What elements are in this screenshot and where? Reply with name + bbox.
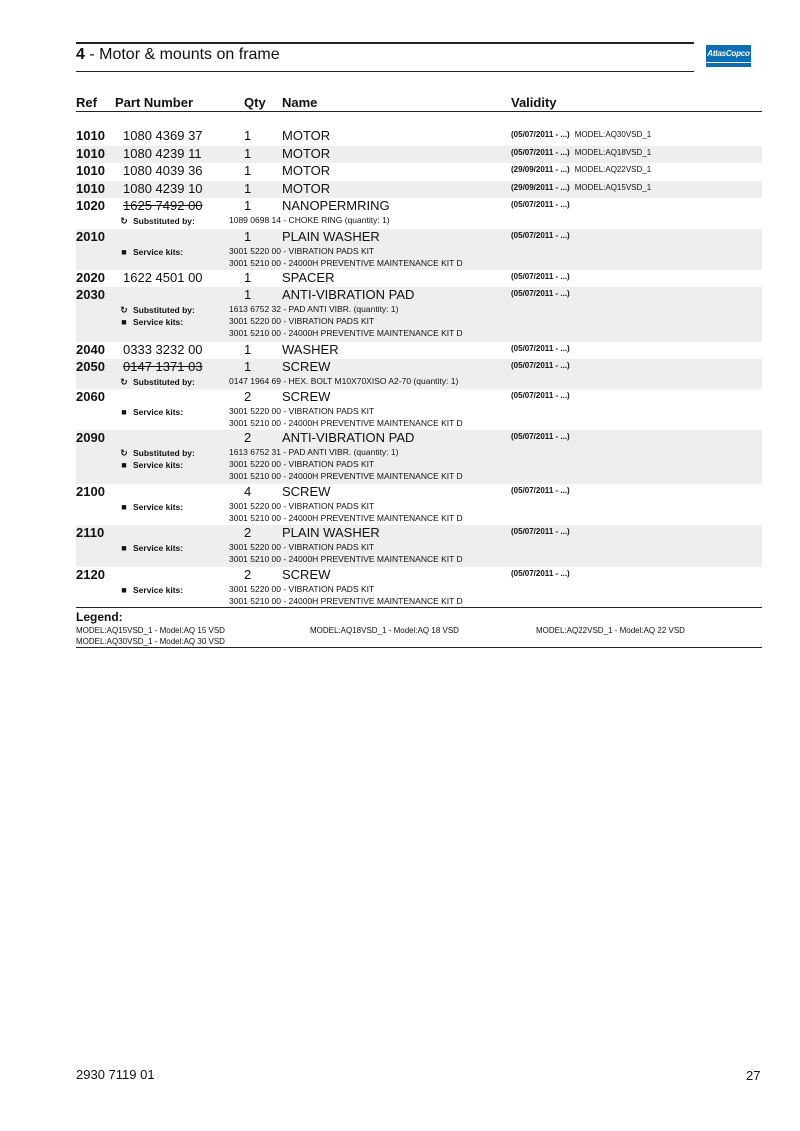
service-kit-item: 3001 5210 00 - 24000H PREVENTIVE MAINTENANCE KIT D bbox=[229, 418, 463, 428]
service-kit-item: 3001 5210 00 - 24000H PREVENTIVE MAINTENANCE KIT D bbox=[229, 513, 463, 523]
qty-cell: 1 bbox=[244, 359, 252, 374]
ref-cell: 2030 bbox=[76, 287, 105, 302]
table-row bbox=[76, 430, 762, 484]
legend-item: MODEL:AQ15VSD_1 - Model:AQ 15 VSD bbox=[76, 626, 225, 635]
validity-date: (05/07/2011 - ...) bbox=[511, 130, 570, 139]
legend-title: Legend: bbox=[76, 610, 123, 624]
toolbox-icon: ■ bbox=[121, 247, 127, 257]
table-row bbox=[76, 229, 762, 270]
qty-cell: 1 bbox=[244, 146, 252, 161]
service-kit-item: 3001 5210 00 - 24000H PREVENTIVE MAINTENANCE KIT D bbox=[229, 554, 463, 564]
substitute-part: 1613 6752 31 - PAD ANTI VIBR. (quantity: 1) bbox=[229, 447, 399, 457]
column-header-qty: Qty bbox=[244, 95, 266, 110]
table-row bbox=[76, 359, 762, 389]
validity-model: MODEL:AQ18VSD_1 bbox=[574, 148, 652, 157]
validity-cell bbox=[511, 527, 570, 536]
substitute-part: 0147 1964 69 - HEX. BOLT M10X70XISO A2-70 (quantity: 1) bbox=[229, 376, 459, 386]
table-row bbox=[76, 146, 762, 163]
table-row bbox=[76, 128, 762, 146]
validity-cell bbox=[511, 486, 570, 495]
header-bottom-rule bbox=[76, 71, 694, 72]
name-cell: SCREW bbox=[282, 359, 331, 374]
table-row bbox=[76, 163, 762, 181]
validity-date: (05/07/2011 - ...) bbox=[511, 569, 570, 578]
name-cell: SPACER bbox=[282, 270, 335, 285]
service-kits-label: ■ Service kits: bbox=[119, 460, 183, 470]
ref-cell: 2110 bbox=[76, 525, 105, 540]
toolbox-icon: ■ bbox=[121, 460, 127, 470]
validity-cell bbox=[511, 272, 570, 281]
table-row bbox=[76, 525, 762, 567]
name-cell: PLAIN WASHER bbox=[282, 229, 380, 244]
qty-cell: 2 bbox=[244, 525, 252, 540]
validity-date: (05/07/2011 - ...) bbox=[511, 272, 570, 281]
validity-model: MODEL:AQ22VSD_1 bbox=[574, 165, 652, 174]
toolbox-icon: ■ bbox=[121, 543, 127, 553]
refresh-icon: ↻ bbox=[120, 216, 128, 226]
service-kit-item: 3001 5210 00 - 24000H PREVENTIVE MAINTENANCE KIT D bbox=[229, 258, 463, 268]
atlas-copco-logo: AtlasCopco bbox=[706, 45, 751, 67]
service-kit-item: 3001 5210 00 - 24000H PREVENTIVE MAINTENANCE KIT D bbox=[229, 328, 463, 338]
page-title bbox=[76, 46, 280, 64]
validity-date: (29/09/2011 - ...) bbox=[511, 165, 570, 174]
validity-cell bbox=[511, 344, 570, 353]
validity-date: (05/07/2011 - ...) bbox=[511, 361, 570, 370]
table-row bbox=[76, 389, 762, 430]
qty-cell: 2 bbox=[244, 389, 252, 404]
ref-cell: 2060 bbox=[76, 389, 105, 404]
part-number-cell: 1080 4239 11 bbox=[123, 146, 202, 161]
ref-cell: 2010 bbox=[76, 229, 105, 244]
validity-date: (29/09/2011 - ...) bbox=[511, 183, 570, 192]
ref-cell: 2100 bbox=[76, 484, 105, 499]
validity-date: (05/07/2011 - ...) bbox=[511, 344, 570, 353]
name-cell: NANOPERMRING bbox=[282, 198, 390, 213]
ref-cell: 2040 bbox=[76, 342, 105, 357]
table-row bbox=[76, 342, 762, 359]
toolbox-icon: ■ bbox=[121, 317, 127, 327]
qty-cell: 4 bbox=[244, 484, 252, 499]
validity-cell bbox=[511, 289, 570, 298]
column-header-name: Name bbox=[282, 95, 318, 110]
toolbox-icon: ■ bbox=[121, 407, 127, 417]
validity-cell bbox=[511, 569, 570, 578]
section-title: - Motor & mounts on frame bbox=[84, 46, 280, 63]
substituted-by-label: ↻ Substituted by: bbox=[120, 216, 195, 226]
substituted-by-label: ↻ Substituted by: bbox=[120, 448, 195, 458]
name-cell: SCREW bbox=[282, 567, 331, 582]
header-top-rule bbox=[76, 42, 694, 44]
service-kits-label: ■ Service kits: bbox=[119, 247, 183, 257]
validity-date: (05/07/2011 - ...) bbox=[511, 200, 570, 209]
validity-date: (05/07/2011 - ...) bbox=[511, 432, 570, 441]
validity-date: (05/07/2011 - ...) bbox=[511, 289, 570, 298]
ref-cell: 2120 bbox=[76, 567, 105, 582]
column-header-validity: Validity bbox=[511, 95, 557, 110]
service-kit-item: 3001 5220 00 - VIBRATION PADS KIT bbox=[229, 459, 375, 469]
service-kit-item: 3001 5220 00 - VIBRATION PADS KIT bbox=[229, 542, 375, 552]
table-row bbox=[76, 181, 762, 198]
qty-cell: 2 bbox=[244, 567, 252, 582]
part-number-cell: 0147 1371 03 bbox=[123, 359, 203, 374]
ref-cell: 1010 bbox=[76, 163, 105, 178]
qty-cell: 1 bbox=[244, 229, 252, 244]
validity-cell bbox=[511, 165, 651, 174]
validity-cell bbox=[511, 391, 570, 400]
ref-cell: 2020 bbox=[76, 270, 105, 285]
validity-cell bbox=[511, 231, 570, 240]
name-cell: MOTOR bbox=[282, 128, 331, 143]
refresh-icon: ↻ bbox=[120, 305, 128, 315]
service-kit-item: 3001 5210 00 - 24000H PREVENTIVE MAINTENANCE KIT D bbox=[229, 596, 463, 606]
toolbox-icon: ■ bbox=[121, 585, 127, 595]
part-number-cell: 1080 4369 37 bbox=[123, 128, 203, 143]
substituted-by-label: ↻ Substituted by: bbox=[120, 305, 195, 315]
service-kit-item: 3001 5220 00 - VIBRATION PADS KIT bbox=[229, 246, 375, 256]
validity-date: (05/07/2011 - ...) bbox=[511, 148, 570, 157]
service-kit-item: 3001 5220 00 - VIBRATION PADS KIT bbox=[229, 406, 375, 416]
validity-cell bbox=[511, 183, 651, 192]
column-header-part-number: Part Number bbox=[115, 95, 194, 110]
refresh-icon: ↻ bbox=[120, 377, 128, 387]
service-kits-label: ■ Service kits: bbox=[119, 502, 183, 512]
substituted-by-label: ↻ Substituted by: bbox=[120, 377, 195, 387]
legend-bottom-rule bbox=[76, 647, 762, 648]
legend-rule bbox=[76, 607, 762, 608]
table-row bbox=[76, 198, 762, 229]
service-kits-label: ■ Service kits: bbox=[119, 543, 183, 553]
qty-cell: 1 bbox=[244, 198, 252, 213]
validity-cell bbox=[511, 200, 570, 209]
legend-item: MODEL:AQ30VSD_1 - Model:AQ 30 VSD bbox=[76, 637, 225, 646]
validity-date: (05/07/2011 - ...) bbox=[511, 527, 570, 536]
name-cell: MOTOR bbox=[282, 181, 331, 196]
qty-cell: 1 bbox=[244, 342, 252, 357]
ref-cell: 2050 bbox=[76, 359, 105, 374]
ref-cell: 1020 bbox=[76, 198, 105, 213]
refresh-icon: ↻ bbox=[120, 448, 128, 458]
service-kit-item: 3001 5210 00 - 24000H PREVENTIVE MAINTENANCE KIT D bbox=[229, 471, 463, 481]
qty-cell: 1 bbox=[244, 270, 252, 285]
part-number-cell: 1080 4239 10 bbox=[123, 181, 203, 196]
part-number-cell: 1080 4039 36 bbox=[123, 163, 203, 178]
document-number: 2930 7119 01 bbox=[76, 1067, 155, 1082]
qty-cell: 1 bbox=[244, 128, 252, 143]
legend-item: MODEL:AQ18VSD_1 - Model:AQ 18 VSD bbox=[310, 626, 459, 635]
toolbox-icon: ■ bbox=[121, 502, 127, 512]
validity-cell bbox=[511, 361, 570, 370]
column-header-ref: Ref bbox=[76, 95, 97, 110]
validity-model: MODEL:AQ15VSD_1 bbox=[574, 183, 652, 192]
validity-cell bbox=[511, 432, 570, 441]
substitute-part: 1613 6752 32 - PAD ANTI VIBR. (quantity: 1) bbox=[229, 304, 399, 314]
qty-cell: 1 bbox=[244, 181, 252, 196]
page-number: 27 bbox=[746, 1068, 761, 1083]
table-row bbox=[76, 287, 762, 342]
legend-item: MODEL:AQ22VSD_1 - Model:AQ 22 VSD bbox=[536, 626, 685, 635]
service-kits-label: ■ Service kits: bbox=[119, 317, 183, 327]
validity-cell bbox=[511, 148, 651, 157]
validity-cell bbox=[511, 130, 651, 139]
validity-date: (05/07/2011 - ...) bbox=[511, 391, 570, 400]
name-cell: SCREW bbox=[282, 484, 331, 499]
part-number-cell: 1622 4501 00 bbox=[123, 270, 203, 285]
name-cell: WASHER bbox=[282, 342, 339, 357]
service-kit-item: 3001 5220 00 - VIBRATION PADS KIT bbox=[229, 584, 375, 594]
name-cell: PLAIN WASHER bbox=[282, 525, 380, 540]
column-header-rule bbox=[76, 111, 762, 112]
qty-cell: 2 bbox=[244, 430, 252, 445]
name-cell: ANTI-VIBRATION PAD bbox=[282, 287, 415, 302]
table-row bbox=[76, 484, 762, 525]
ref-cell: 1010 bbox=[76, 128, 105, 143]
section-number: 4 bbox=[76, 46, 85, 63]
name-cell: MOTOR bbox=[282, 163, 331, 178]
service-kit-item: 3001 5220 00 - VIBRATION PADS KIT bbox=[229, 316, 375, 326]
ref-cell: 1010 bbox=[76, 181, 105, 196]
substitute-part: 1089 0698 14 - CHOKE RING (quantity: 1) bbox=[229, 215, 390, 225]
qty-cell: 1 bbox=[244, 163, 252, 178]
ref-cell: 1010 bbox=[76, 146, 105, 161]
validity-model: MODEL:AQ30VSD_1 bbox=[574, 130, 652, 139]
part-number-cell: 0333 3232 00 bbox=[123, 342, 203, 357]
table-row bbox=[76, 567, 762, 608]
service-kit-item: 3001 5220 00 - VIBRATION PADS KIT bbox=[229, 501, 375, 511]
part-number-cell: 1625 7492 00 bbox=[123, 198, 203, 213]
table-row bbox=[76, 270, 762, 287]
name-cell: MOTOR bbox=[282, 146, 331, 161]
qty-cell: 1 bbox=[244, 287, 252, 302]
service-kits-label: ■ Service kits: bbox=[119, 585, 183, 595]
ref-cell: 2090 bbox=[76, 430, 105, 445]
validity-date: (05/07/2011 - ...) bbox=[511, 486, 570, 495]
name-cell: ANTI-VIBRATION PAD bbox=[282, 430, 415, 445]
validity-date: (05/07/2011 - ...) bbox=[511, 231, 570, 240]
service-kits-label: ■ Service kits: bbox=[119, 407, 183, 417]
name-cell: SCREW bbox=[282, 389, 331, 404]
